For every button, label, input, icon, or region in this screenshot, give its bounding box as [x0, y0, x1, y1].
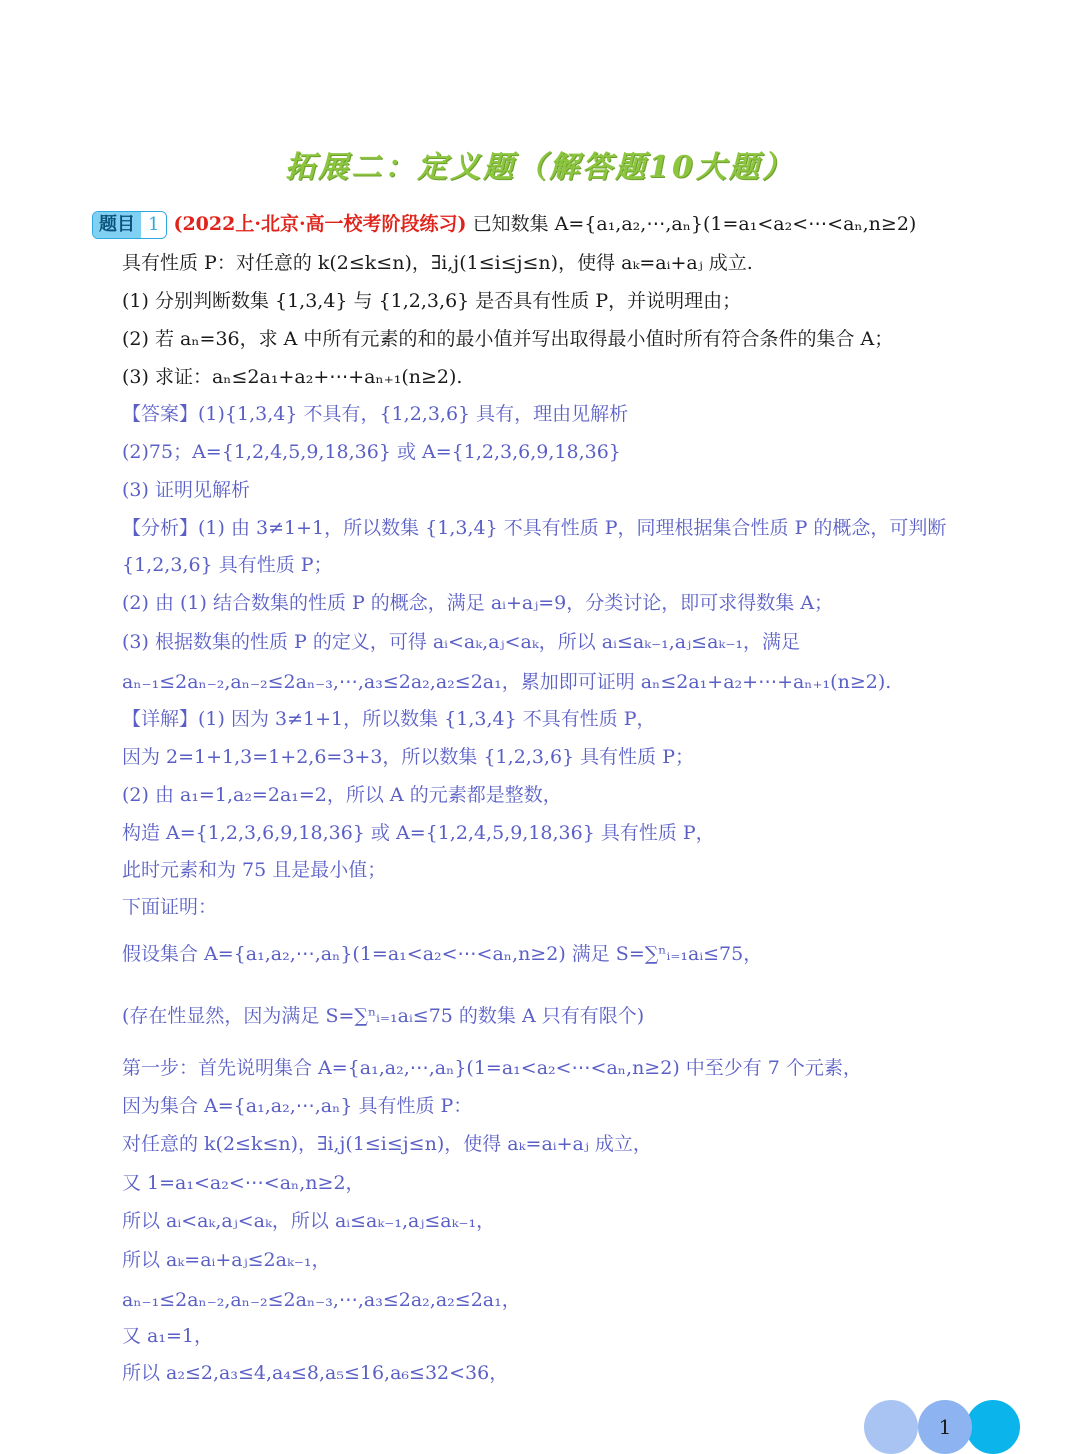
detail-line: 所以 aᵢ<aₖ,aⱼ<aₖ，所以 aᵢ≤aₖ₋₁,aⱼ≤aₖ₋₁，: [122, 1210, 496, 1232]
detail-line: 【详解】(1) 因为 3≠1+1，所以数集 {1,3,4} 不具有性质 P，: [122, 708, 656, 730]
question-line: 已知数集 A={a₁,a₂,⋯,aₙ}(1=a₁<a₂<⋯<aₙ,n≥2): [472, 213, 917, 235]
question-header: [92, 210, 1020, 239]
detail-line: 又 1=a₁<a₂<⋯<aₙ,n≥2，: [122, 1172, 365, 1194]
detail-line: 构造 A={1,2,3,6,9,18,36} 或 A={1,2,4,5,9,18,36} 具有性质 P，: [122, 822, 715, 844]
detail-line: (2) 由 a₁=1,a₂=2a₁=2，所以 A 的元素都是整数，: [122, 784, 562, 806]
analysis-line: (3) 根据数集的性质 P 的定义，可得 aᵢ<aₖ,aⱼ<aₖ，所以 aᵢ≤aₖ₋₁,aⱼ≤aₖ₋₁，满足: [122, 631, 800, 653]
detail-line: 假设集合 A={a₁,a₂,⋯,aₙ}(1=a₁<a₂<⋯<aₙ,n≥2) 满足 S=∑ⁿᵢ₌₁aᵢ≤75，: [122, 943, 763, 965]
question-line: (2) 若 aₙ=36，求 A 中所有元素的和的最小值并写出取得最小值时所有符合条件的集合 A；: [122, 328, 894, 350]
detail-line: 所以 aₖ=aᵢ+aⱼ≤2aₖ₋₁，: [122, 1249, 331, 1271]
answer-line: (3) 证明见解析: [122, 479, 250, 501]
detail-line: 又 a₁=1，: [122, 1325, 213, 1347]
question-line: (1) 分别判断数集 {1,3,4} 与 {1,2,3,6} 是否具有性质 P，并说明理由；: [122, 290, 742, 312]
detail-line: 因为集合 A={a₁,a₂,⋯,aₙ} 具有性质 P：: [122, 1095, 473, 1117]
badge-label: 题目: [93, 212, 141, 238]
detail-line: 下面证明：: [122, 896, 218, 918]
decorative-circle: [864, 1400, 918, 1454]
page-number: 1: [938, 1415, 952, 1439]
detail-line: 因为 2=1+1,3=1+2,6=3+3，所以数集 {1,2,3,6} 具有性质 P；: [122, 746, 694, 768]
analysis-line: {1,2,3,6} 具有性质 P；: [122, 554, 333, 576]
detail-line: 对任意的 k(2≤k≤n)，∃i,j(1≤i≤j≤n)，使得 aₖ=aᵢ+aⱼ 成立，: [122, 1133, 652, 1155]
question-line: (3) 求证：aₙ≤2a₁+a₂+⋯+aₙ₊₁(n≥2).: [122, 366, 463, 388]
answer-line: (2)75；A={1,2,4,5,9,18,36} 或 A={1,2,3,6,9,18,36}: [122, 441, 621, 463]
detail-line: 此时元素和为 75 且是最小值；: [122, 859, 387, 881]
analysis-line: aₙ₋₁≤2aₙ₋₂,aₙ₋₂≤2aₙ₋₃,⋯,a₃≤2a₂,a₂≤2a₁，累加即可证明 aₙ≤2a₁+a₂+⋯+aₙ₊₁(n≥2).: [122, 671, 892, 693]
analysis-line: 【分析】(1) 由 3≠1+1，所以数集 {1,3,4} 不具有性质 P，同理根据集合性质 P 的概念，可判断: [122, 517, 947, 539]
detail-line: 第一步：首先说明集合 A={a₁,a₂,⋯,aₙ}(1=a₁<a₂<⋯<aₙ,n≥2) 中至少有 7 个元素，: [122, 1057, 862, 1079]
answer-line: 【答案】(1){1,3,4} 不具有，{1,2,3,6} 具有，理由见解析: [122, 403, 629, 425]
page-number-badge: [864, 1398, 1024, 1454]
decorative-circle: [966, 1400, 1020, 1454]
badge-number: 1: [141, 212, 166, 238]
question-source: (2022上·北京·高一校考阶段练习): [173, 213, 467, 235]
detail-line: 所以 a₂≤2,a₃≤4,a₄≤8,a₅≤16,a₆≤32<36，: [122, 1362, 509, 1384]
question-badge: [92, 211, 167, 239]
detail-line: (存在性显然，因为满足 S=∑ⁿᵢ₌₁aᵢ≤75 的数集 A 只有有限个): [122, 1005, 645, 1027]
analysis-line: (2) 由 (1) 结合数集的性质 P 的概念，满足 aᵢ+aⱼ=9，分类讨论，即可求得数集 A；: [122, 592, 834, 614]
detail-line: aₙ₋₁≤2aₙ₋₂,aₙ₋₂≤2aₙ₋₃,⋯,a₃≤2a₂,a₂≤2a₁，: [122, 1289, 521, 1311]
page-title: 拓展二：定义题（解答题10大题）: [285, 150, 795, 185]
question-line: 具有性质 P：对任意的 k(2≤k≤n)，∃i,j(1≤i≤j≤n)，使得 aₖ=aᵢ+aⱼ 成立.: [122, 252, 753, 274]
